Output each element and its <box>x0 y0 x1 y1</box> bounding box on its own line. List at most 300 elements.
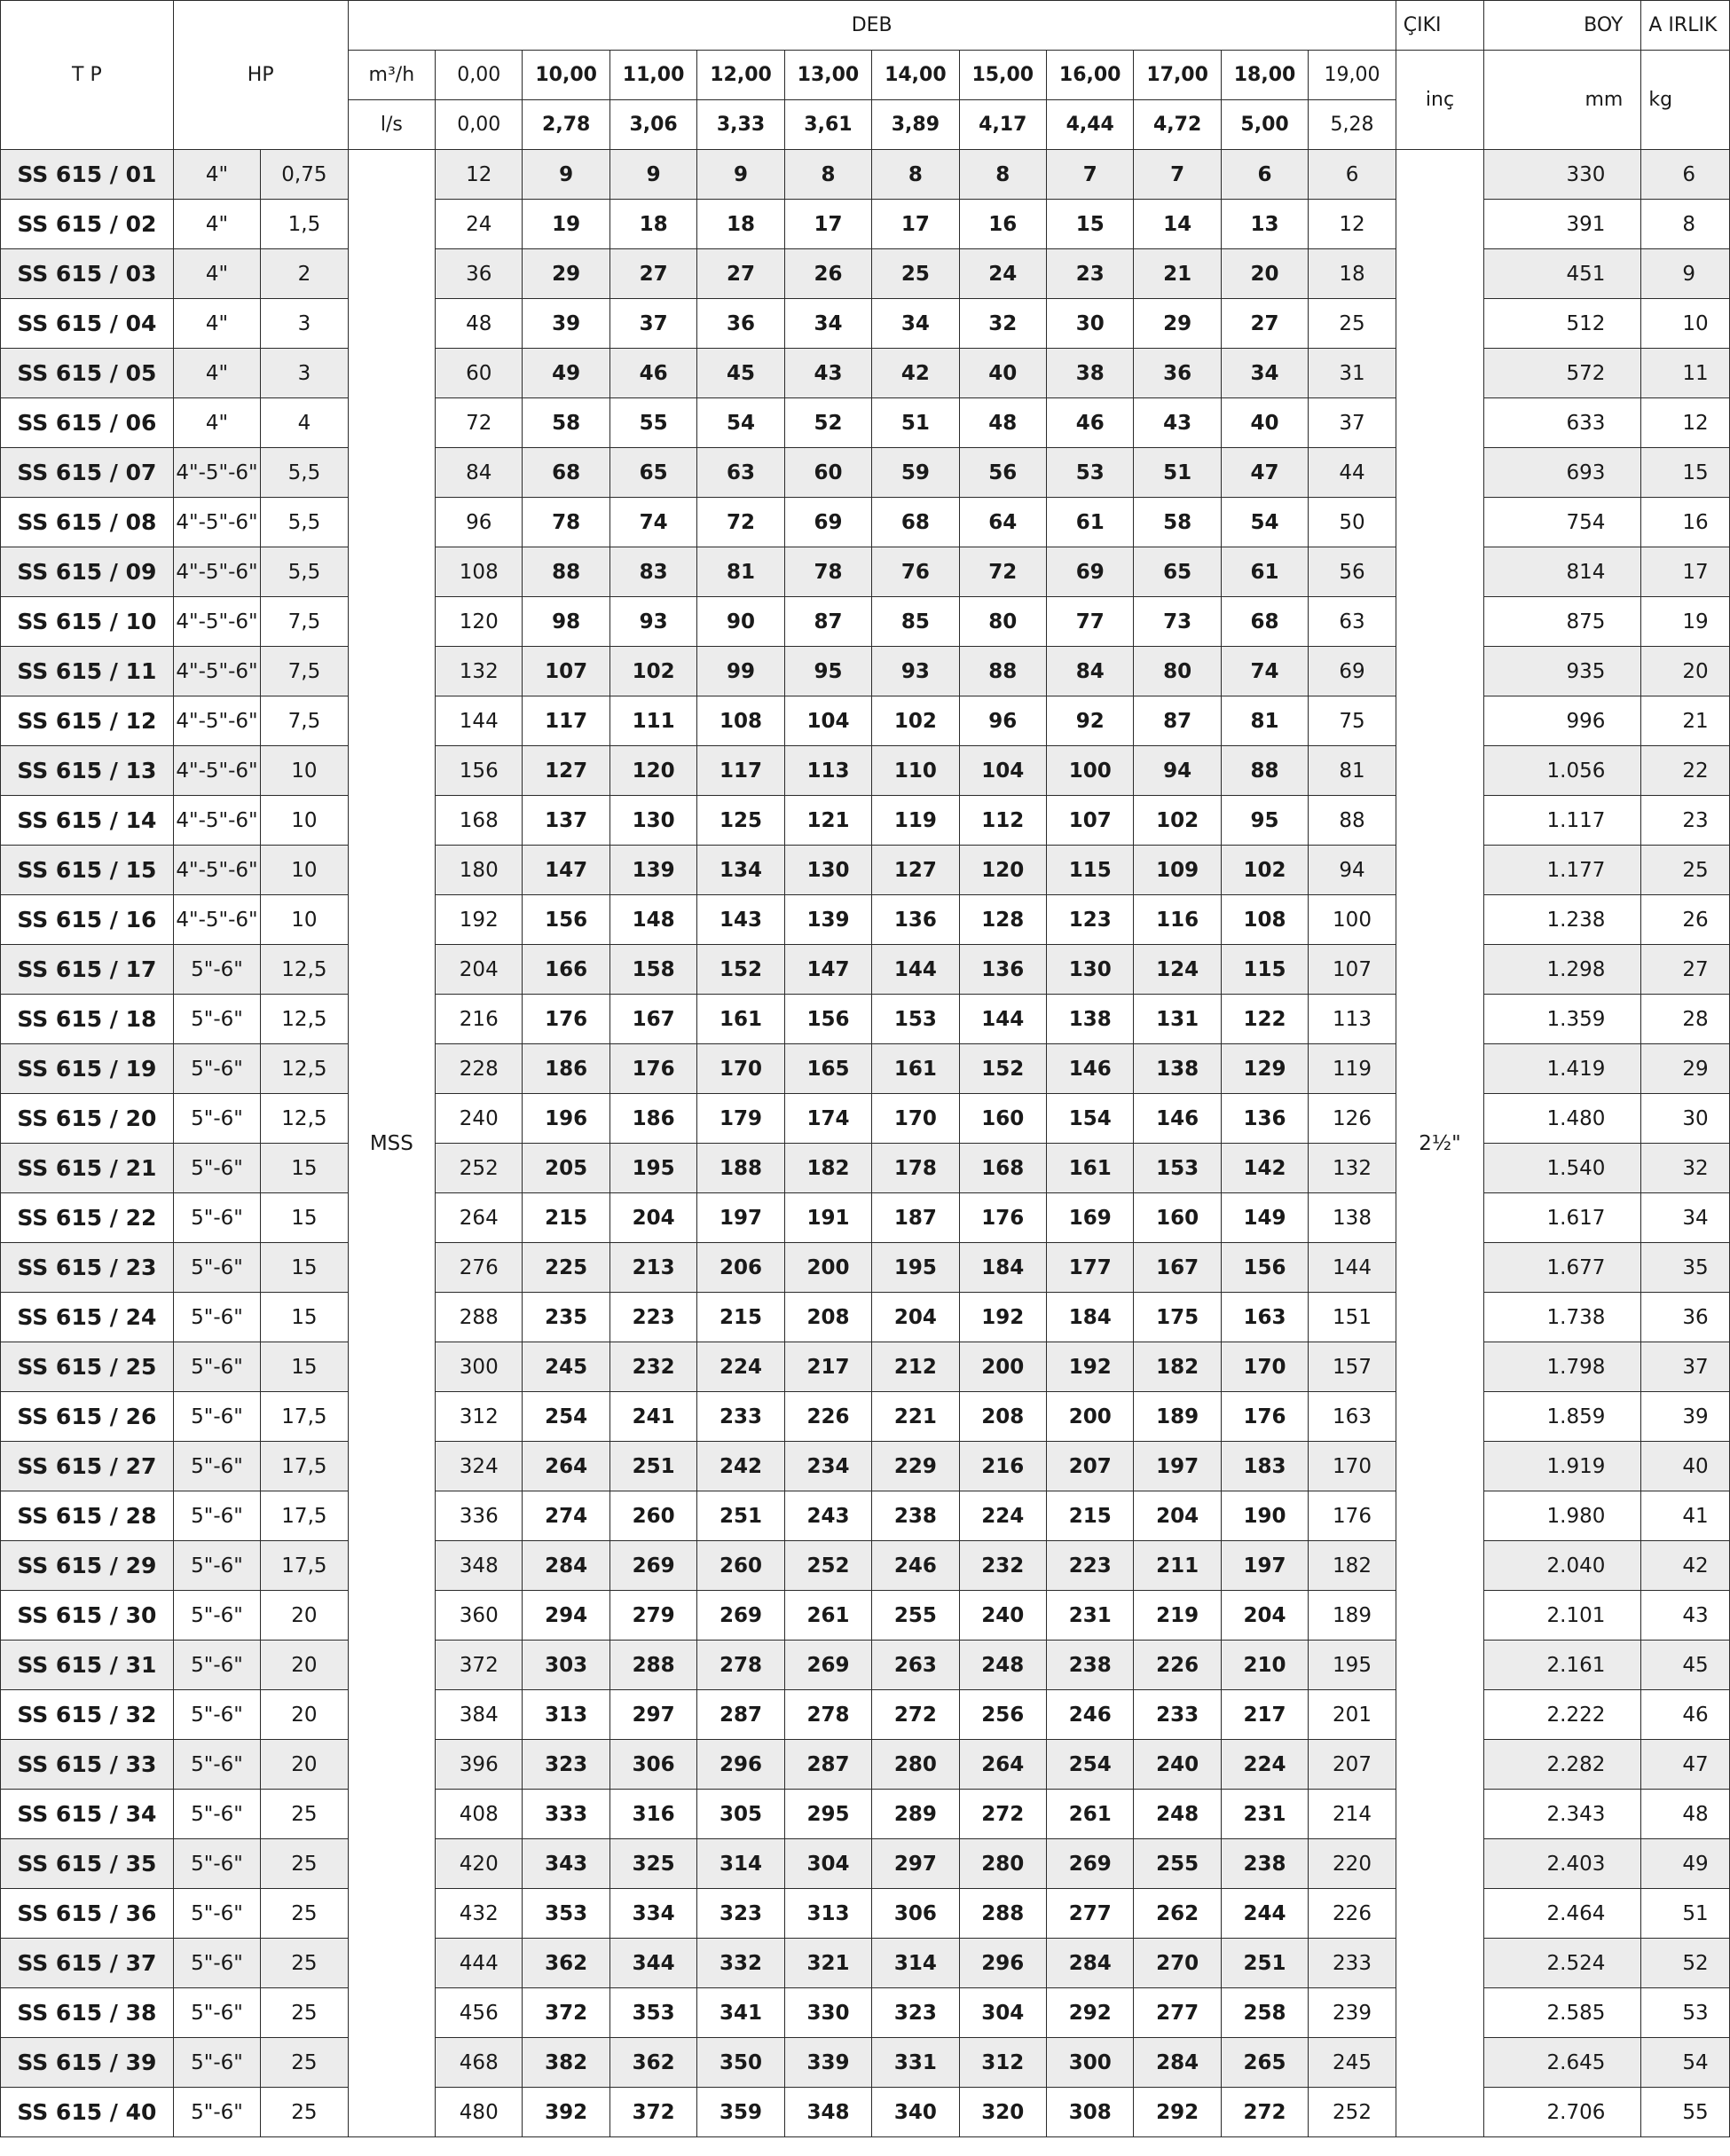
motor-size: 5"-6" <box>173 945 260 995</box>
head-value: 233 <box>697 1392 784 1442</box>
hp-value: 7,5 <box>261 597 348 647</box>
head-value: 51 <box>1134 448 1221 498</box>
head-value: 55 <box>609 398 696 448</box>
head-value: 96 <box>959 696 1046 746</box>
head-value: 320 <box>959 2088 1046 2137</box>
hp-value: 10 <box>261 746 348 796</box>
head-value: 166 <box>523 945 609 995</box>
head-value: 348 <box>436 1541 523 1591</box>
head-value: 226 <box>1134 1641 1221 1690</box>
head-value: 138 <box>1134 1044 1221 1094</box>
head-value: 48 <box>436 299 523 349</box>
hp-value: 5,5 <box>261 547 348 597</box>
head-value: 69 <box>1047 547 1134 597</box>
boy-value: 2.161 <box>1484 1641 1641 1690</box>
head-value: 24 <box>959 249 1046 299</box>
head-value: 324 <box>436 1442 523 1491</box>
head-value: 102 <box>609 647 696 696</box>
head-value: 256 <box>959 1690 1046 1740</box>
motor-size: 4" <box>173 249 260 299</box>
head-value: 306 <box>872 1889 959 1939</box>
flow-unit-m3h: m³/h <box>348 51 435 100</box>
weight-value: 25 <box>1641 846 1730 895</box>
hp-value: 17,5 <box>261 1442 348 1491</box>
head-value: 72 <box>697 498 784 547</box>
head-value: 234 <box>784 1442 871 1491</box>
head-value: 348 <box>784 2088 871 2137</box>
weight-value: 42 <box>1641 1541 1730 1591</box>
head-value: 303 <box>523 1641 609 1690</box>
head-value: 156 <box>1221 1243 1308 1293</box>
motor-size: 5"-6" <box>173 1094 260 1144</box>
head-value: 197 <box>697 1193 784 1243</box>
head-value: 127 <box>872 846 959 895</box>
hp-value: 5,5 <box>261 448 348 498</box>
motor-size: 5"-6" <box>173 1988 260 2038</box>
hp-value: 1,5 <box>261 200 348 249</box>
head-value: 278 <box>697 1641 784 1690</box>
head-value: 144 <box>959 995 1046 1044</box>
flow-header-cell: 10,00 <box>523 51 609 100</box>
pump-type: SS 615 / 05 <box>1 349 174 398</box>
head-value: 251 <box>697 1491 784 1541</box>
motor-size: 5"-6" <box>173 1193 260 1243</box>
head-value: 321 <box>784 1939 871 1988</box>
head-value: 56 <box>959 448 1046 498</box>
pump-type: SS 615 / 31 <box>1 1641 174 1690</box>
head-value: 359 <box>697 2088 784 2137</box>
head-value: 313 <box>784 1889 871 1939</box>
head-value: 269 <box>784 1641 871 1690</box>
head-value: 224 <box>959 1491 1046 1541</box>
head-value: 96 <box>436 498 523 547</box>
pump-type: SS 615 / 20 <box>1 1094 174 1144</box>
head-value: 74 <box>1221 647 1308 696</box>
head-value: 344 <box>609 1939 696 1988</box>
head-value: 78 <box>784 547 871 597</box>
head-value: 54 <box>697 398 784 448</box>
head-value: 192 <box>959 1293 1046 1342</box>
head-value: 176 <box>1221 1392 1308 1442</box>
pump-type: SS 615 / 30 <box>1 1591 174 1641</box>
head-value: 287 <box>784 1740 871 1790</box>
head-value: 61 <box>1047 498 1134 547</box>
head-value: 408 <box>436 1790 523 1839</box>
pump-type: SS 615 / 06 <box>1 398 174 448</box>
head-value: 102 <box>1221 846 1308 895</box>
head-value: 312 <box>436 1392 523 1442</box>
boy-value: 2.101 <box>1484 1591 1641 1641</box>
head-value: 232 <box>959 1541 1046 1591</box>
head-value: 480 <box>436 2088 523 2137</box>
head-value: 264 <box>523 1442 609 1491</box>
head-value: 277 <box>1134 1988 1221 2038</box>
head-value: 80 <box>1134 647 1221 696</box>
weight-value: 48 <box>1641 1790 1730 1839</box>
head-value: 128 <box>959 895 1046 945</box>
head-value: 90 <box>697 597 784 647</box>
pump-type: SS 615 / 14 <box>1 796 174 846</box>
head-value: 204 <box>609 1193 696 1243</box>
head-value: 12 <box>436 150 523 200</box>
boy-value: 1.480 <box>1484 1094 1641 1144</box>
flow-header-cell: 3,61 <box>784 100 871 150</box>
head-value: 219 <box>1134 1591 1221 1641</box>
head-value: 225 <box>523 1243 609 1293</box>
pump-type: SS 615 / 26 <box>1 1392 174 1442</box>
head-value: 116 <box>1134 895 1221 945</box>
head-value: 87 <box>784 597 871 647</box>
head-value: 142 <box>1221 1144 1308 1193</box>
head-value: 263 <box>872 1641 959 1690</box>
head-value: 127 <box>523 746 609 796</box>
head-value: 246 <box>872 1541 959 1591</box>
head-value: 226 <box>1309 1889 1396 1939</box>
head-value: 26 <box>784 249 871 299</box>
motor-size: 5"-6" <box>173 1243 260 1293</box>
head-value: 18 <box>697 200 784 249</box>
boy-value: 572 <box>1484 349 1641 398</box>
head-value: 372 <box>436 1641 523 1690</box>
head-value: 179 <box>697 1094 784 1144</box>
head-value: 74 <box>609 498 696 547</box>
head-value: 98 <box>523 597 609 647</box>
head-value: 63 <box>697 448 784 498</box>
boy-value: 451 <box>1484 249 1641 299</box>
head-value: 264 <box>436 1193 523 1243</box>
head-value: 60 <box>784 448 871 498</box>
head-value: 325 <box>609 1839 696 1889</box>
head-value: 180 <box>436 846 523 895</box>
head-value: 144 <box>872 945 959 995</box>
boy-value: 330 <box>1484 150 1641 200</box>
head-value: 107 <box>1047 796 1134 846</box>
head-value: 233 <box>1309 1939 1396 1988</box>
hp-value: 25 <box>261 1889 348 1939</box>
head-value: 269 <box>609 1541 696 1591</box>
head-value: 200 <box>1047 1392 1134 1442</box>
motor-size: 5"-6" <box>173 1889 260 1939</box>
head-value: 221 <box>872 1392 959 1442</box>
head-value: 176 <box>523 995 609 1044</box>
head-value: 274 <box>523 1491 609 1541</box>
head-value: 56 <box>1309 547 1396 597</box>
head-value: 156 <box>523 895 609 945</box>
head-value: 13 <box>1221 200 1308 249</box>
head-value: 40 <box>959 349 1046 398</box>
head-value: 362 <box>609 2038 696 2088</box>
flow-header-cell: 15,00 <box>959 51 1046 100</box>
head-value: 124 <box>1134 945 1221 995</box>
head-value: 65 <box>609 448 696 498</box>
head-value: 251 <box>1221 1939 1308 1988</box>
hp-value: 7,5 <box>261 696 348 746</box>
motor-size: 4" <box>173 150 260 200</box>
head-value: 191 <box>784 1193 871 1243</box>
head-value: 177 <box>1047 1243 1134 1293</box>
head-value: 76 <box>872 547 959 597</box>
head-value: 233 <box>1134 1690 1221 1740</box>
motor-size: 5"-6" <box>173 1293 260 1342</box>
head-value: 139 <box>784 895 871 945</box>
head-value: 216 <box>436 995 523 1044</box>
pump-type: SS 615 / 02 <box>1 200 174 249</box>
head-value: 182 <box>784 1144 871 1193</box>
motor-size: 4"-5"-6" <box>173 895 260 945</box>
flow-header-cell: 4,44 <box>1047 100 1134 150</box>
head-value: 44 <box>1309 448 1396 498</box>
weight-value: 30 <box>1641 1094 1730 1144</box>
motor-size: 4"-5"-6" <box>173 746 260 796</box>
head-value: 27 <box>609 249 696 299</box>
weight-value: 29 <box>1641 1044 1730 1094</box>
mss-label: MSS <box>348 150 435 2137</box>
head-value: 306 <box>609 1740 696 1790</box>
head-value: 25 <box>872 249 959 299</box>
head-value: 340 <box>872 2088 959 2137</box>
head-value: 396 <box>436 1740 523 1790</box>
head-value: 147 <box>523 846 609 895</box>
head-value: 232 <box>609 1342 696 1392</box>
head-value: 183 <box>1221 1442 1308 1491</box>
boy-value: 2.464 <box>1484 1889 1641 1939</box>
head-value: 107 <box>523 647 609 696</box>
head-value: 184 <box>959 1243 1046 1293</box>
head-value: 65 <box>1134 547 1221 597</box>
flow-header-cell: 13,00 <box>784 51 871 100</box>
head-value: 100 <box>1309 895 1396 945</box>
head-value: 43 <box>784 349 871 398</box>
motor-size: 5"-6" <box>173 1442 260 1491</box>
head-value: 85 <box>872 597 959 647</box>
head-value: 148 <box>609 895 696 945</box>
head-value: 215 <box>1047 1491 1134 1541</box>
head-value: 29 <box>523 249 609 299</box>
head-value: 60 <box>436 349 523 398</box>
head-value: 254 <box>523 1392 609 1442</box>
head-value: 119 <box>1309 1044 1396 1094</box>
head-value: 27 <box>1221 299 1308 349</box>
head-value: 73 <box>1134 597 1221 647</box>
head-value: 48 <box>959 398 1046 448</box>
head-value: 161 <box>872 1044 959 1094</box>
head-value: 196 <box>523 1094 609 1144</box>
head-value: 138 <box>1047 995 1134 1044</box>
head-value: 54 <box>1221 498 1308 547</box>
head-value: 240 <box>959 1591 1046 1641</box>
head-value: 59 <box>872 448 959 498</box>
head-value: 226 <box>784 1392 871 1442</box>
boy-value: 391 <box>1484 200 1641 249</box>
boy-value: 633 <box>1484 398 1641 448</box>
head-value: 168 <box>436 796 523 846</box>
header-type: T P <box>1 1 174 150</box>
head-value: 34 <box>872 299 959 349</box>
head-value: 296 <box>697 1740 784 1790</box>
head-value: 295 <box>784 1790 871 1839</box>
head-value: 248 <box>959 1641 1046 1690</box>
head-value: 420 <box>436 1839 523 1889</box>
weight-value: 23 <box>1641 796 1730 846</box>
head-value: 107 <box>1309 945 1396 995</box>
head-value: 156 <box>436 746 523 796</box>
pump-type: SS 615 / 38 <box>1 1988 174 2038</box>
head-value: 262 <box>1134 1889 1221 1939</box>
hp-value: 4 <box>261 398 348 448</box>
header-cikis: ÇIKI <box>1396 1 1483 51</box>
motor-size: 5"-6" <box>173 1641 260 1690</box>
boy-value: 754 <box>1484 498 1641 547</box>
head-value: 200 <box>959 1342 1046 1392</box>
head-value: 217 <box>784 1342 871 1392</box>
head-value: 167 <box>1134 1243 1221 1293</box>
head-value: 117 <box>697 746 784 796</box>
head-value: 215 <box>697 1293 784 1342</box>
head-value: 38 <box>1047 349 1134 398</box>
header-agirlik-unit: kg <box>1641 51 1730 150</box>
head-value: 287 <box>697 1690 784 1740</box>
head-value: 30 <box>1047 299 1134 349</box>
head-value: 169 <box>1047 1193 1134 1243</box>
head-value: 84 <box>436 448 523 498</box>
weight-value: 17 <box>1641 547 1730 597</box>
weight-value: 46 <box>1641 1690 1730 1740</box>
pump-type: SS 615 / 23 <box>1 1243 174 1293</box>
boy-value: 1.617 <box>1484 1193 1641 1243</box>
hp-value: 7,5 <box>261 647 348 696</box>
flow-header-cell: 0,00 <box>436 51 523 100</box>
head-value: 248 <box>1134 1790 1221 1839</box>
motor-size: 4"-5"-6" <box>173 696 260 746</box>
weight-value: 37 <box>1641 1342 1730 1392</box>
motor-size: 4" <box>173 200 260 249</box>
pump-type: SS 615 / 10 <box>1 597 174 647</box>
head-value: 245 <box>1309 2038 1396 2088</box>
hp-value: 0,75 <box>261 150 348 200</box>
hp-value: 20 <box>261 1690 348 1740</box>
head-value: 288 <box>436 1293 523 1342</box>
hp-value: 12,5 <box>261 945 348 995</box>
head-value: 99 <box>697 647 784 696</box>
head-value: 111 <box>609 696 696 746</box>
motor-size: 5"-6" <box>173 1790 260 1839</box>
hp-value: 10 <box>261 846 348 895</box>
head-value: 69 <box>1309 647 1396 696</box>
head-value: 294 <box>523 1591 609 1641</box>
head-value: 93 <box>872 647 959 696</box>
head-value: 87 <box>1134 696 1221 746</box>
head-value: 80 <box>959 597 1046 647</box>
weight-value: 43 <box>1641 1591 1730 1641</box>
weight-value: 11 <box>1641 349 1730 398</box>
weight-value: 45 <box>1641 1641 1730 1690</box>
head-value: 46 <box>1047 398 1134 448</box>
weight-value: 20 <box>1641 647 1730 696</box>
head-value: 21 <box>1134 249 1221 299</box>
head-value: 255 <box>872 1591 959 1641</box>
head-value: 17 <box>784 200 871 249</box>
hp-value: 12,5 <box>261 995 348 1044</box>
head-value: 81 <box>1309 746 1396 796</box>
boy-value: 1.117 <box>1484 796 1641 846</box>
head-value: 217 <box>1221 1690 1308 1740</box>
weight-value: 52 <box>1641 1939 1730 1988</box>
head-value: 292 <box>1047 1988 1134 2038</box>
head-value: 292 <box>1134 2088 1221 2137</box>
head-value: 109 <box>1134 846 1221 895</box>
hp-value: 25 <box>261 2038 348 2088</box>
pump-type: SS 615 / 22 <box>1 1193 174 1243</box>
weight-value: 36 <box>1641 1293 1730 1342</box>
head-value: 214 <box>1309 1790 1396 1839</box>
weight-value: 6 <box>1641 150 1730 200</box>
boy-value: 1.540 <box>1484 1144 1641 1193</box>
head-value: 323 <box>872 1988 959 2038</box>
head-value: 7 <box>1047 150 1134 200</box>
head-value: 350 <box>697 2038 784 2088</box>
pump-type: SS 615 / 28 <box>1 1491 174 1541</box>
head-value: 208 <box>784 1293 871 1342</box>
head-value: 46 <box>609 349 696 398</box>
head-value: 313 <box>523 1690 609 1740</box>
head-value: 53 <box>1047 448 1134 498</box>
head-value: 284 <box>1134 2038 1221 2088</box>
pump-type: SS 615 / 07 <box>1 448 174 498</box>
head-value: 138 <box>1309 1193 1396 1243</box>
hp-value: 17,5 <box>261 1392 348 1442</box>
pump-type: SS 615 / 35 <box>1 1839 174 1889</box>
head-value: 252 <box>1309 2088 1396 2137</box>
head-value: 119 <box>872 796 959 846</box>
hp-value: 25 <box>261 1790 348 1839</box>
boy-value: 1.177 <box>1484 846 1641 895</box>
head-value: 18 <box>1309 249 1396 299</box>
head-value: 88 <box>1221 746 1308 796</box>
flow-header-cell: 18,00 <box>1221 51 1308 100</box>
head-value: 8 <box>872 150 959 200</box>
head-value: 134 <box>697 846 784 895</box>
head-value: 304 <box>959 1988 1046 2038</box>
head-value: 176 <box>1309 1491 1396 1541</box>
motor-size: 4"-5"-6" <box>173 846 260 895</box>
head-value: 149 <box>1221 1193 1308 1243</box>
head-value: 157 <box>1309 1342 1396 1392</box>
head-value: 129 <box>1221 1044 1308 1094</box>
head-value: 252 <box>436 1144 523 1193</box>
pump-type: SS 615 / 12 <box>1 696 174 746</box>
head-value: 240 <box>1134 1740 1221 1790</box>
head-value: 6 <box>1309 150 1396 200</box>
head-value: 305 <box>697 1790 784 1839</box>
head-value: 280 <box>872 1740 959 1790</box>
boy-value: 2.645 <box>1484 2038 1641 2088</box>
head-value: 239 <box>1309 1988 1396 2038</box>
motor-size: 5"-6" <box>173 1144 260 1193</box>
weight-value: 47 <box>1641 1740 1730 1790</box>
head-value: 206 <box>697 1243 784 1293</box>
weight-value: 49 <box>1641 1839 1730 1889</box>
head-value: 163 <box>1221 1293 1308 1342</box>
head-value: 208 <box>959 1392 1046 1442</box>
pump-type: SS 615 / 32 <box>1 1690 174 1740</box>
hp-value: 2 <box>261 249 348 299</box>
head-value: 284 <box>523 1541 609 1591</box>
head-value: 68 <box>872 498 959 547</box>
head-value: 18 <box>609 200 696 249</box>
head-value: 94 <box>1309 846 1396 895</box>
head-value: 50 <box>1309 498 1396 547</box>
head-value: 205 <box>523 1144 609 1193</box>
